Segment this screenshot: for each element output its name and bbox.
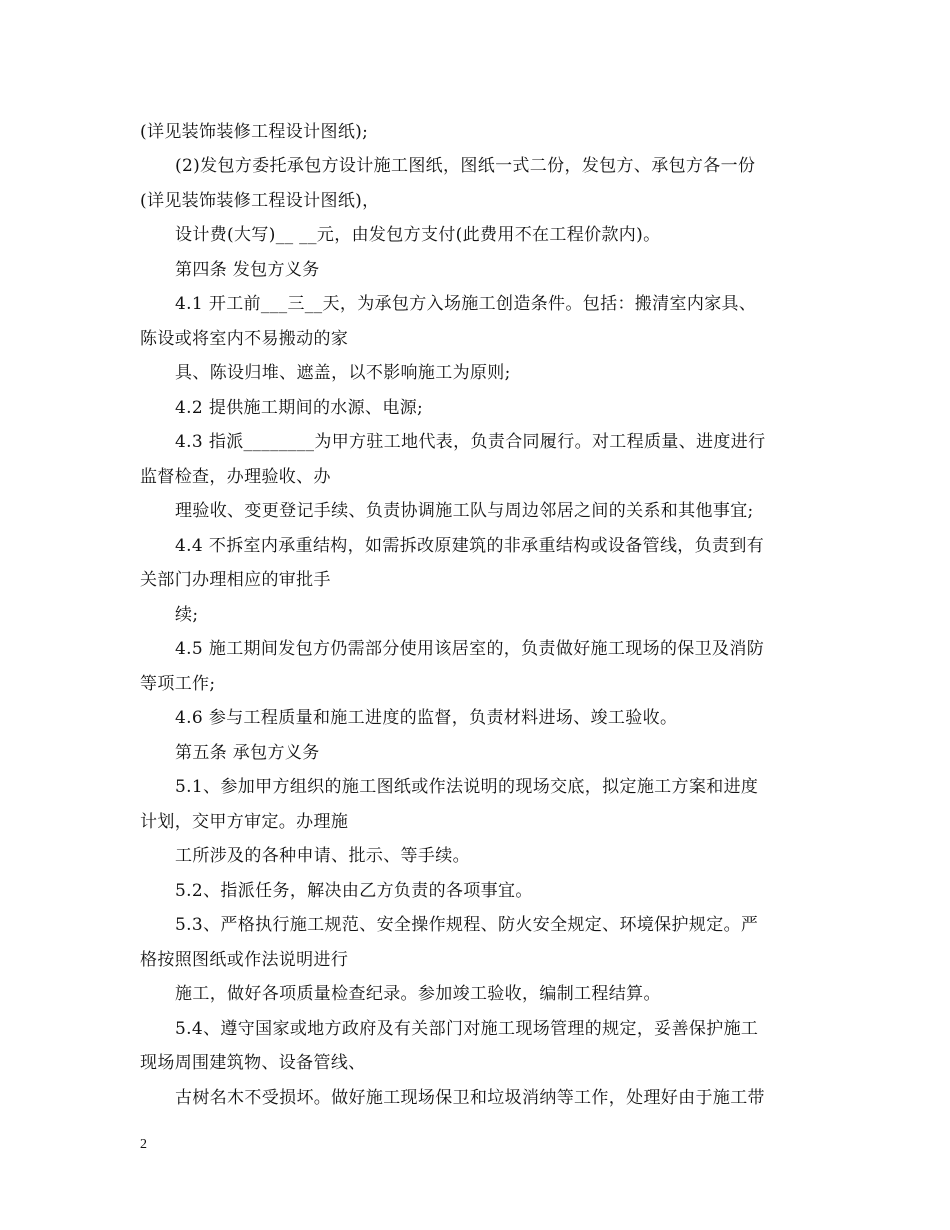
- text-line: 现场周围建筑物、设备管线、: [140, 1053, 366, 1073]
- text-line: 4.4 不拆室内承重结构，如需拆改原建筑的非承重结构或设备管线，负责到有: [175, 536, 765, 556]
- text-line: 理验收、变更登记手续、负责协调施工队与周边邻居之间的关系和其他事宜;: [175, 501, 754, 521]
- text-line: 等项工作;: [140, 674, 216, 694]
- text-line: (2)发包方委托承包方设计施工图纸，图纸一式二份，发包方、承包方各一份: [175, 156, 756, 176]
- text-line: 5.3、严格执行施工规范、安全操作规程、防火安全规定、环境保护规定。严: [175, 915, 759, 935]
- text-line: 陈设或将室内不易搬动的家: [140, 329, 349, 349]
- text-line: 关部门办理相应的审批手: [140, 570, 331, 590]
- text-line: 5.4、遵守国家或地方政府及有关部门对施工现场管理的规定，妥善保护施工: [175, 1019, 759, 1039]
- text-line: 4.2 提供施工期间的水源、电源;: [175, 398, 424, 418]
- text-line: 工所涉及的各种申请、批示、等手续。: [175, 846, 470, 866]
- text-line: 5.1、参加甲方组织的施工图纸或作法说明的现场交底，拟定施工方案和进度: [175, 777, 759, 797]
- section-heading: 第四条 发包方义务: [175, 260, 320, 280]
- text-line: 5.2、指派任务，解决由乙方负责的各项事宜。: [175, 881, 533, 901]
- text-line: 4.5 施工期间发包方仍需部分使用该居室的，负责做好施工现场的保卫及消防: [175, 639, 765, 659]
- text-line: (详见装饰装修工程设计图纸);: [140, 122, 369, 142]
- text-line: 计划，交甲方审定。办理施: [140, 812, 349, 832]
- text-line: 4.1 开工前___三__天，为承包方入场施工创造条件。包括：搬清室内家具、: [175, 294, 757, 314]
- text-line: 具、陈设归堆、遮盖，以不影响施工为原则;: [175, 363, 511, 383]
- text-line: 监督检查，办理验收、办: [140, 467, 331, 487]
- text-line: 4.3 指派________为甲方驻工地代表，负责合同履行。对工程质量、进度进行: [175, 432, 766, 452]
- text-line: (详见装饰装修工程设计图纸)，: [140, 191, 380, 211]
- text-line: 古树名木不受损坏。做好施工现场保卫和垃圾消纳等工作，处理好由于施工带: [175, 1088, 765, 1108]
- section-heading: 第五条 承包方义务: [175, 743, 320, 763]
- text-line: 续;: [175, 605, 199, 625]
- text-line: 施工，做好各项质量检查纪录。参加竣工验收，编制工程结算。: [175, 984, 661, 1004]
- text-line: 4.6 参与工程质量和施工进度的监督，负责材料进场、竣工验收。: [175, 708, 678, 728]
- text-line: 格按照图纸或作法说明进行: [140, 950, 349, 970]
- page-number: 2: [140, 1137, 147, 1152]
- text-line: 设计费(大写)__ __元，由发包方支付(此费用不在工程价款内)。: [175, 225, 661, 245]
